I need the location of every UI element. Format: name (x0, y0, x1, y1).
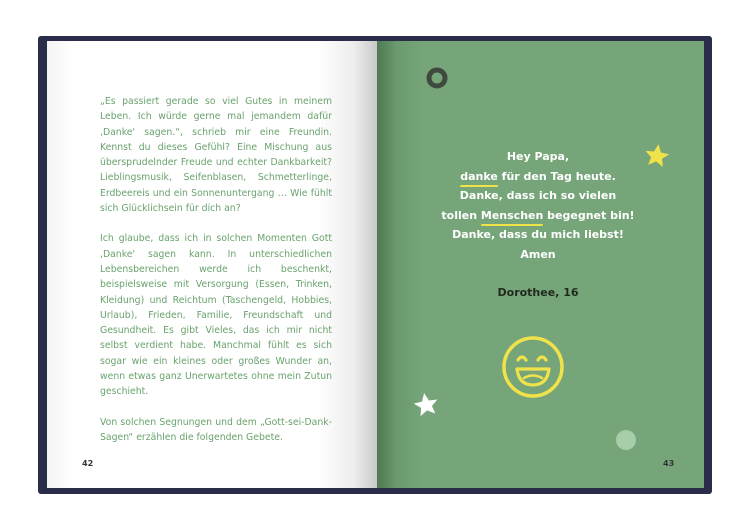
prayer-line: Danke, dass ich so vielen (459, 189, 617, 202)
highlighted-word: danke (460, 167, 498, 187)
prayer-line-start: tollen (441, 208, 481, 222)
highlighted-word: Menschen (481, 206, 543, 226)
prayer-line (418, 167, 658, 187)
paragraph-1: „Es passiert gerade so viel Gutes in meinem Leben. Ich würde gerne mal jemandem dafür ‚Danke' sagen.“, schrieb mir eine Freundin. Kennst du dieses Gefühl? Eine Mischung aus übersprudelnder Freude und echter Dankbarkeit? Lieblingsmusik, Seifenblasen, Schmetterlinge, Erdbeereis und ein Sonnenuntergang … Wie fühlt sich Glücklichsein für dich an? (100, 96, 332, 215)
prayer-line-rest: begegnet bin! (543, 208, 635, 222)
smiley-icon (500, 334, 566, 400)
star-icon-white (413, 392, 439, 416)
page-number-left: 42 (82, 459, 94, 468)
prayer-line: Hey Papa, (506, 150, 570, 163)
prayer-line (418, 206, 658, 226)
paragraph-2: Ich glaube, dass ich in solchen Momenten Gott ‚Danke' sagen kann. In unterschiedlichen Lebensbereichen werde ich beschenkt, beispielsweise mit Versorgung (Essen, Trinken, Kleidung) und Reichtum (Taschengeld, Hobbies, Urlaub), Frieden, Familie, Freundschaft und Gesundheit. Es gibt Vieles, das ich mir nicht selbst verdient habe. Manchmal fühlt es sich sogar wie ein kleines oder großes Wunder an, wenn etwas ganz Unerwartetes ohne mein Zutun geschieht. (100, 233, 332, 398)
dot-icon (614, 428, 638, 452)
prayer-line: Amen (520, 247, 556, 261)
prayer-line: Danke, dass du mich liebst! (452, 228, 624, 241)
prayer-author: Dorothee, 16 (497, 286, 579, 299)
right-page (377, 41, 704, 488)
prayer-line-rest: für den Tag heute. (497, 169, 616, 183)
left-page-text (100, 94, 332, 460)
prayer-text (418, 147, 658, 264)
paragraph-3: Von solchen Segnungen und dem „Gott-sei-Dank-Sagen“ erzählen die folgenden Gebete. (100, 416, 332, 443)
page-number-right: 43 (663, 459, 675, 468)
ring-icon (425, 66, 449, 90)
